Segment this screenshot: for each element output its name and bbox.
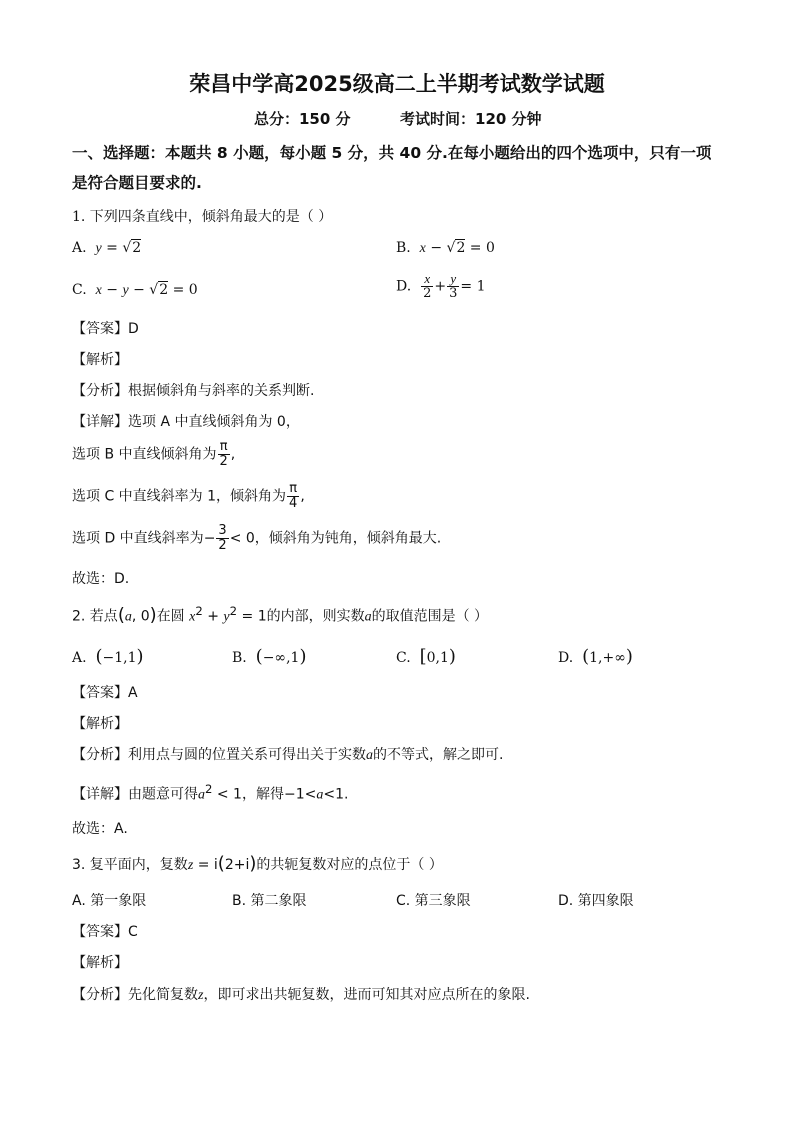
q1-stem: 1. 下列四条直线中，倾斜角最大的是（ ） bbox=[72, 209, 333, 225]
q3-analysis-head: 【解析】 bbox=[72, 955, 128, 971]
exam-time: 考试时间：120 分钟 bbox=[400, 110, 542, 128]
q1-conclusion: 故选：D. bbox=[72, 571, 130, 587]
q3-option-d: D. 第四象限 bbox=[558, 893, 634, 909]
q1-detail-4: 选项 D 中直线斜率为− $\frac{3}{2}$ < 0，倾斜角为钝角，倾斜角最大. bbox=[72, 523, 442, 553]
q1-analysis-head: 【解析】 bbox=[72, 352, 128, 368]
q1-option-d: D. $\frac{x}{2}$ + $\frac{y}{3}$ = 1 bbox=[396, 271, 486, 301]
q3-answer: 【答案】C bbox=[72, 924, 138, 940]
section-heading-line2: 是符合题目要求的. bbox=[72, 174, 202, 192]
q2-analysis-head: 【解析】 bbox=[72, 716, 128, 732]
q1-analysis: 【分析】根据倾斜角与斜率的关系判断. bbox=[72, 383, 315, 399]
q1-option-c: C. x − y − √2 = 0 bbox=[72, 282, 198, 298]
q2-option-a: A. (−1,1) bbox=[72, 646, 144, 667]
q2-conclusion: 故选：A. bbox=[72, 821, 128, 837]
q1-option-c-label: C. bbox=[72, 282, 87, 298]
q1-option-b: B. x − √2 = 0 bbox=[396, 240, 495, 256]
q2-answer: 【答案】A bbox=[72, 685, 138, 701]
q2-option-b: B. (−∞,1) bbox=[232, 646, 307, 667]
page-title: 荣昌中学高2025级高二上半期考试数学试题 bbox=[189, 72, 605, 96]
q1-detail-1: 【详解】选项 A 中直线倾斜角为 0， bbox=[72, 414, 300, 430]
total-score: 总分：150 分 bbox=[254, 110, 351, 128]
q1-option-b-label: B. bbox=[396, 240, 411, 256]
q2-option-c: C. [0,1) bbox=[396, 646, 456, 667]
q2-stem: 2. 若点(a, 0)在圆 $x^2 + y^2 = 1$的内部，则实数a的取值范围是（ ） bbox=[72, 604, 489, 626]
q1-option-a-label: A. bbox=[72, 240, 87, 256]
q2-option-d: D. (1,+∞) bbox=[558, 646, 633, 667]
q2-detail: 【详解】由题意可得$a^2 < 1$，解得−1<a<1. bbox=[72, 782, 349, 803]
q2-analysis: 【分析】利用点与圆的位置关系可得出关于实数a的不等式，解之即可. bbox=[72, 747, 504, 763]
q3-analysis: 【分析】先化简复数z，即可求出共轭复数，进而可知其对应点所在的象限. bbox=[72, 987, 530, 1003]
q1-option-d-label: D. bbox=[396, 278, 412, 295]
section-heading-line1: 一、选择题：本题共 8 小题，每小题 5 分，共 40 分.在每小题给出的四个选项中，只有一项 bbox=[72, 144, 712, 162]
q3-option-c: C. 第三象限 bbox=[396, 893, 471, 909]
q3-option-a: A. 第一象限 bbox=[72, 893, 147, 909]
q3-stem: 3. 复平面内，复数z = i(2+i)的共轭复数对应的点位于（ ） bbox=[72, 853, 443, 874]
q1-detail-2: 选项 B 中直线倾斜角为 $\frac{\pi}{2}$ , bbox=[72, 439, 236, 469]
q1-option-a: A. y = √2 bbox=[72, 240, 142, 256]
q1-detail-3: 选项 C 中直线斜率为 1，倾斜角为 $\frac{\pi}{4}$ , bbox=[72, 481, 305, 511]
q3-option-b: B. 第二象限 bbox=[232, 893, 307, 909]
q1-answer: 【答案】D bbox=[72, 321, 139, 337]
